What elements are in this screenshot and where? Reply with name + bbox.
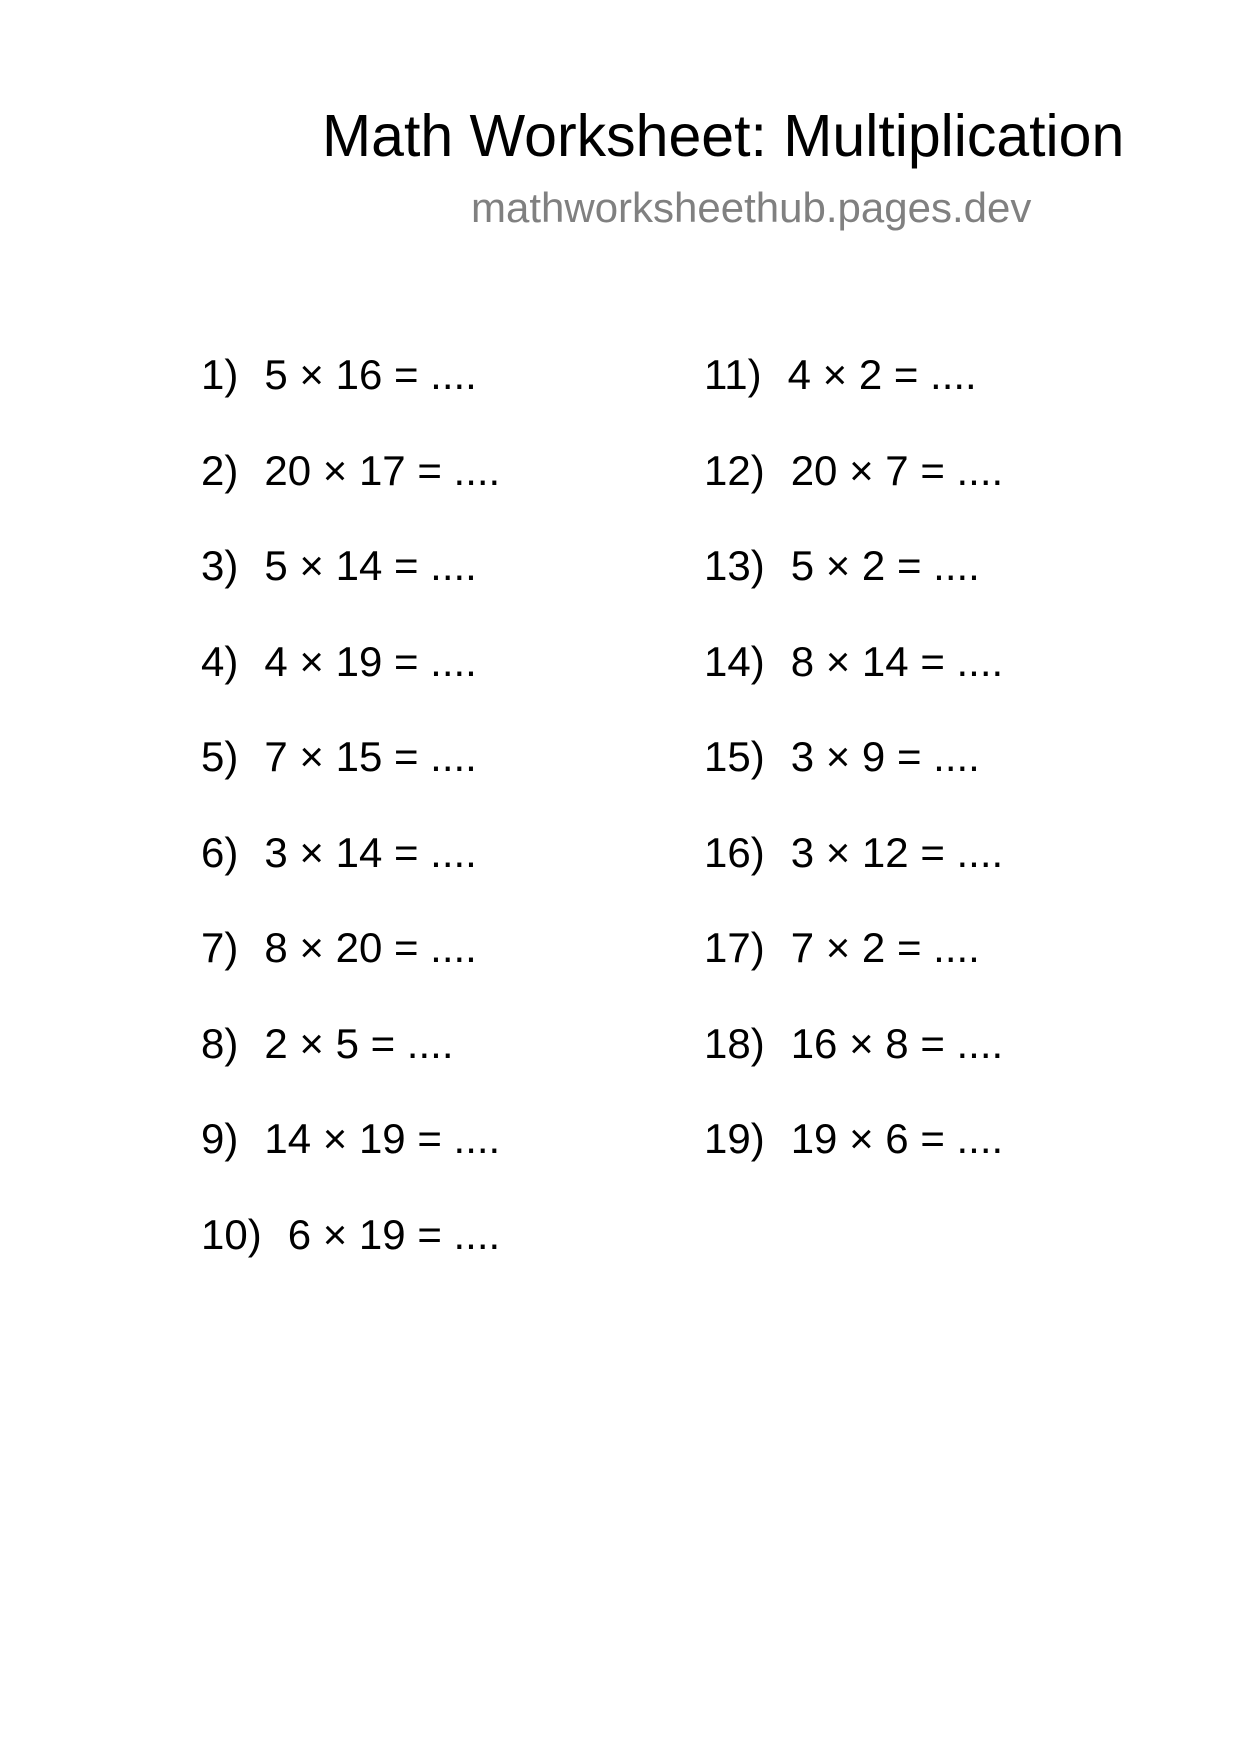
problem-7 <box>201 922 500 1018</box>
problem-expression: 8 × 20 = .... <box>264 924 477 971</box>
problem-expression: 5 × 14 = .... <box>264 542 477 589</box>
page-title: Math Worksheet: Multiplication <box>322 103 1125 169</box>
problem-expression: 3 × 14 = .... <box>264 828 477 876</box>
problem-number: 6) <box>201 828 239 876</box>
problem-number: 16) <box>704 828 765 876</box>
problem-expression: 7 × 15 = .... <box>264 733 477 780</box>
problem-13 <box>704 540 1003 636</box>
problem-12 <box>704 445 1003 541</box>
problem-number: 14) <box>704 637 765 685</box>
problem-expression: 6 × 19 = .... <box>287 1210 501 1258</box>
problem-8 <box>201 1018 500 1114</box>
problem-14 <box>704 636 1003 732</box>
problem-expression: 2 × 5 = .... <box>264 1019 454 1067</box>
problem-expression: 16 × 8 = .... <box>790 1019 1004 1067</box>
problem-number: 5) <box>201 733 239 780</box>
problem-3 <box>201 540 500 636</box>
problem-number: 11) <box>704 351 762 398</box>
problem-expression: 19 × 6 = .... <box>790 1115 1004 1162</box>
problem-19 <box>704 1113 1003 1209</box>
problem-expression: 8 × 14 = .... <box>790 637 1004 685</box>
problem-expression: 4 × 2 = .... <box>787 351 977 398</box>
problem-number: 18) <box>704 1019 765 1067</box>
problem-column-left <box>201 349 500 1304</box>
problem-1 <box>201 349 500 445</box>
problem-number: 3) <box>201 542 239 589</box>
problem-number: 12) <box>704 446 765 494</box>
problem-column-right <box>704 349 1003 1209</box>
problem-9 <box>201 1113 500 1209</box>
problem-expression: 14 × 19 = .... <box>264 1115 501 1162</box>
problem-expression: 3 × 9 = .... <box>790 733 980 780</box>
problem-number: 10) <box>201 1210 262 1258</box>
page-subtitle: mathworksheethub.pages.dev <box>471 184 1032 231</box>
problem-number: 7) <box>201 924 239 971</box>
problem-18 <box>704 1018 1003 1114</box>
problem-number: 9) <box>201 1115 239 1162</box>
problem-number: 13) <box>704 542 765 589</box>
problem-number: 1) <box>201 351 239 398</box>
problem-number: 2) <box>201 446 239 494</box>
problem-expression: 3 × 12 = .... <box>790 828 1004 876</box>
problem-number: 19) <box>704 1115 765 1162</box>
problem-expression: 7 × 2 = .... <box>790 924 980 971</box>
problem-11 <box>704 349 1003 445</box>
problem-10 <box>201 1209 500 1305</box>
problem-number: 4) <box>201 637 239 685</box>
problem-15 <box>704 731 1003 827</box>
problem-number: 17) <box>704 924 765 971</box>
problem-number: 8) <box>201 1019 239 1067</box>
problem-17 <box>704 922 1003 1018</box>
problem-expression: 5 × 16 = .... <box>264 351 477 398</box>
problem-2 <box>201 445 500 541</box>
problem-6 <box>201 827 500 923</box>
problem-16 <box>704 827 1003 923</box>
problem-number: 15) <box>704 733 765 780</box>
problem-expression: 20 × 17 = .... <box>264 446 501 494</box>
problem-expression: 5 × 2 = .... <box>790 542 980 589</box>
problem-4 <box>201 636 500 732</box>
problem-5 <box>201 731 500 827</box>
problem-expression: 20 × 7 = .... <box>790 446 1004 494</box>
problem-expression: 4 × 19 = .... <box>264 637 477 685</box>
